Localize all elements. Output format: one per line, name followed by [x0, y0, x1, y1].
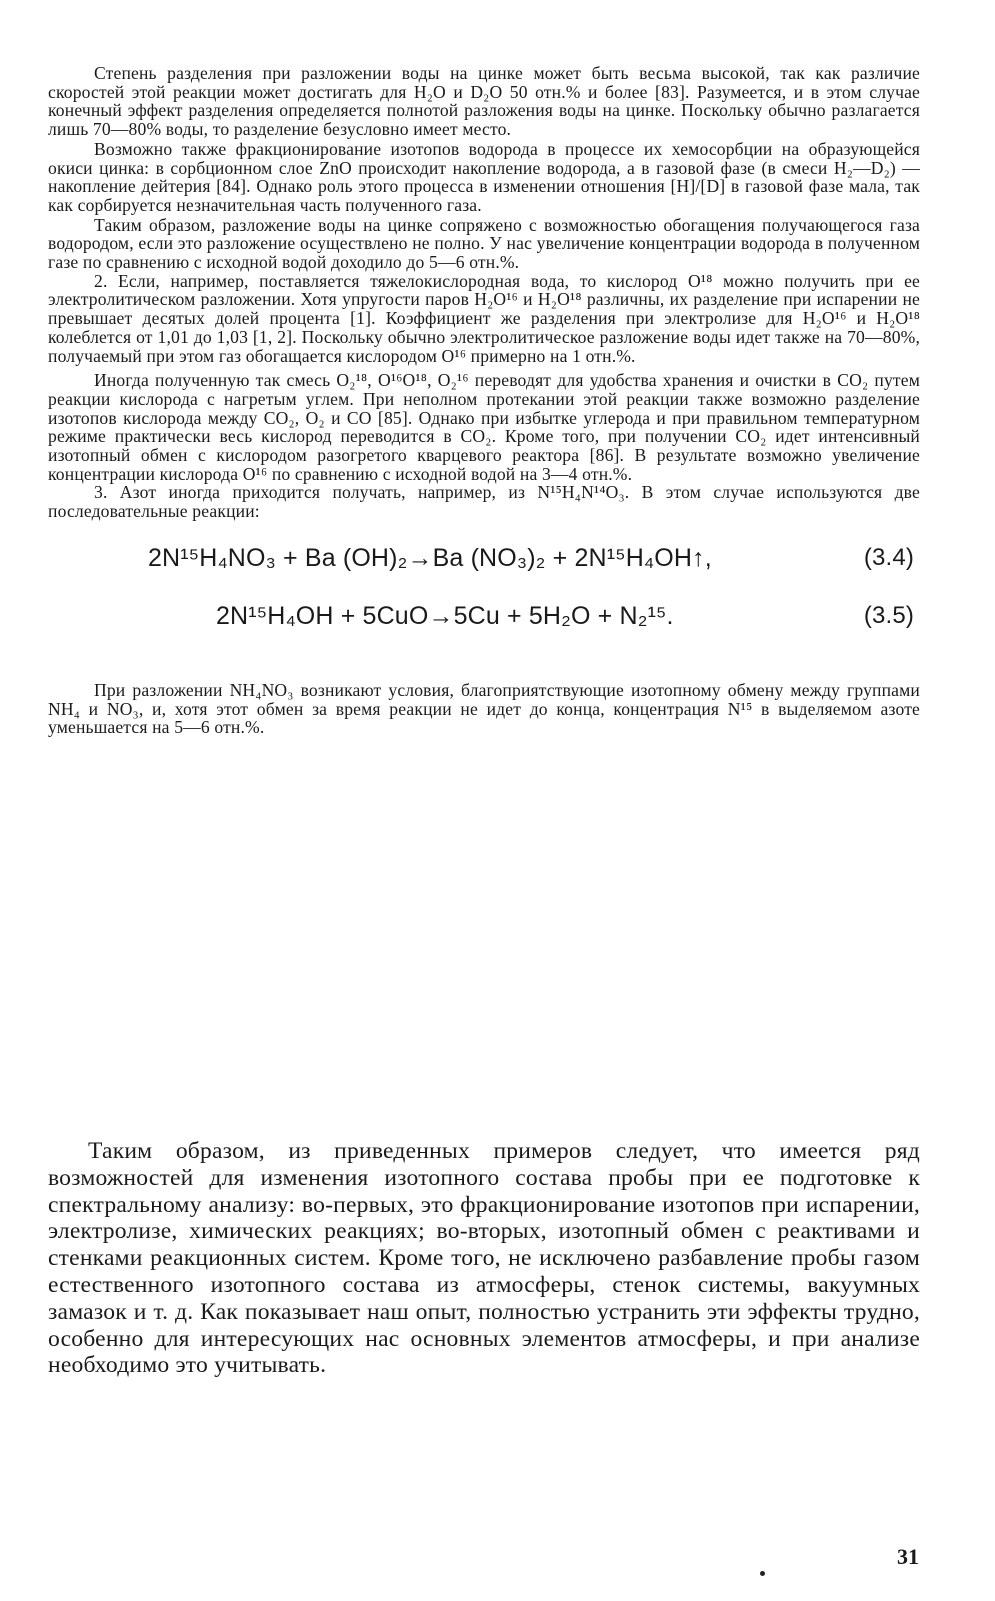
paragraph-oxygen-electrolysis: 2. Если, например, поставляется тяжелокислородная вода, то кислород O¹⁸ можно получить при ее электролитическом разложении. Хотя упругости паров H₂O¹⁶ и H₂O¹⁸ различны, их разделение при испарении не превышает десятых долей процента [1]. Коэффициент же разделения при электролизе для H₂O¹⁶ и H₂O¹⁸ колеблется от 1,01 до 1,03 [1, 2]. Поскольку обычно электролитическое разложение воды идет также на 70—80%, получаемый при этом газ обогащается кислородом O¹⁶ примерно на 1 отн.%.	[48, 270, 920, 366]
paragraph-co2-conversion: Иногда полученную так смесь O₂¹⁸, O¹⁶O¹⁸, O₂¹⁶ переводят для удобства хранения и очистки в CO₂ путем реакции кислорода с нагретым углем. При неполном протекании этой реакции также возможно разделение изотопов кислорода между CO₂, O₂ и CO [85]. Однако при избытке углерода и при правильном температурном режиме практически весь кислород переводится в CO₂. Кроме того, при получении CO₂ идет интенсивный изотопный обмен с кислородом разогретого кварцевого реактора [86]. В результате возможно увеличение концентрации кислорода O¹⁶ по сравнению с исходной водой на 3—4 отн.%.	[48, 370, 920, 484]
equation-number-3-5: (3.5)	[863, 601, 914, 629]
paragraph-chemisorption: Возможно также фракционирование изотопов водорода в процессе их хемосорбции на образующейся окиси цинка: в сорбционном слое ZnO происходит накопление водорода, а в газовой фазе (в смеси H₂—D₂) — накопление дейтерия [84]. Однако роль этого процесса в изменении отношения [H]/[D] в газовой фазе мала, так как сорбируется незначительная часть полученного газа.	[48, 138, 920, 215]
paragraph-nh4no3-exchange: При разложении NH₄NO₃ возникают условия, благоприятствующие изотопному обмену между группами NH₄ и NO₃, и, хотя этот обмен за время реакции не идет до конца, концентрация N¹⁵ в выделяемом азоте уменьшается на 5—6 отн.%.	[48, 679, 920, 738]
equation-3-4: 2N¹⁵H₄NO₃ + Ba (OH)₂→Ba (NO₃)₂ + 2N¹⁵H₄OH↑,	[148, 543, 712, 572]
paragraph-zinc-summary: Таким образом, разложение воды на цинке сопряжено с возможностью обогащения получающегося газа водородом, если это разложение осуществлено не полно. У нас увеличение концентрации водорода в полученном газе по сравнению с исходной водой доходило до 5—6 отн.%.	[48, 214, 920, 273]
conclusion-text	[48, 1138, 920, 1379]
print-speck	[760, 1571, 765, 1576]
page-number: 31	[897, 1544, 919, 1569]
main-text-small	[48, 64, 920, 737]
paragraph-nitrogen-intro: 3. Азот иногда приходится получать, например, из N¹⁵H₄N¹⁴O₃. В этом случае используются две последовательные реакции:	[48, 482, 920, 522]
paragraph-zinc-separation: Степень разделения при разложении воды на цинке может быть весьма высокой, так как различие скоростей этой реакции может достигать для H₂O и D₂O 50 отн.% и более [83]. Разумеется, и в этом случае конечный эффект разделения определяется полнотой разложения воды на цинке. Поскольку обычно разлагается лишь 70—80% воды, то разделение безусловно имеет место.	[48, 63, 920, 140]
paragraph-conclusion: Таким образом, из приведенных примеров следует, что имеется ряд возможностей для изменения изотопного состава пробы при ее подготовке к спектральному анализу: во-первых, это фракционирование изотопов при испарении, электролизе, химических реакциях; во-вторых, изотопный обмен с реактивами и стенками реакционных систем. Кроме того, не исключено разбавление пробы газом естественного изотопного состава из атмосферы, стенок системы, вакуумных замазок и т. д. Как показывает наш опыт, полностью устранить эти эффекты трудно, особенно для интересующих нас основных элементов атмосферы, и при анализе необходимо это учитывать.	[48, 1138, 920, 1379]
equations-block	[48, 543, 920, 663]
equation-number-3-4: (3.4)	[863, 543, 914, 571]
equation-3-5: 2N¹⁵H₄OH + 5CuO→5Cu + 5H₂O + N₂¹⁵.	[216, 601, 674, 630]
